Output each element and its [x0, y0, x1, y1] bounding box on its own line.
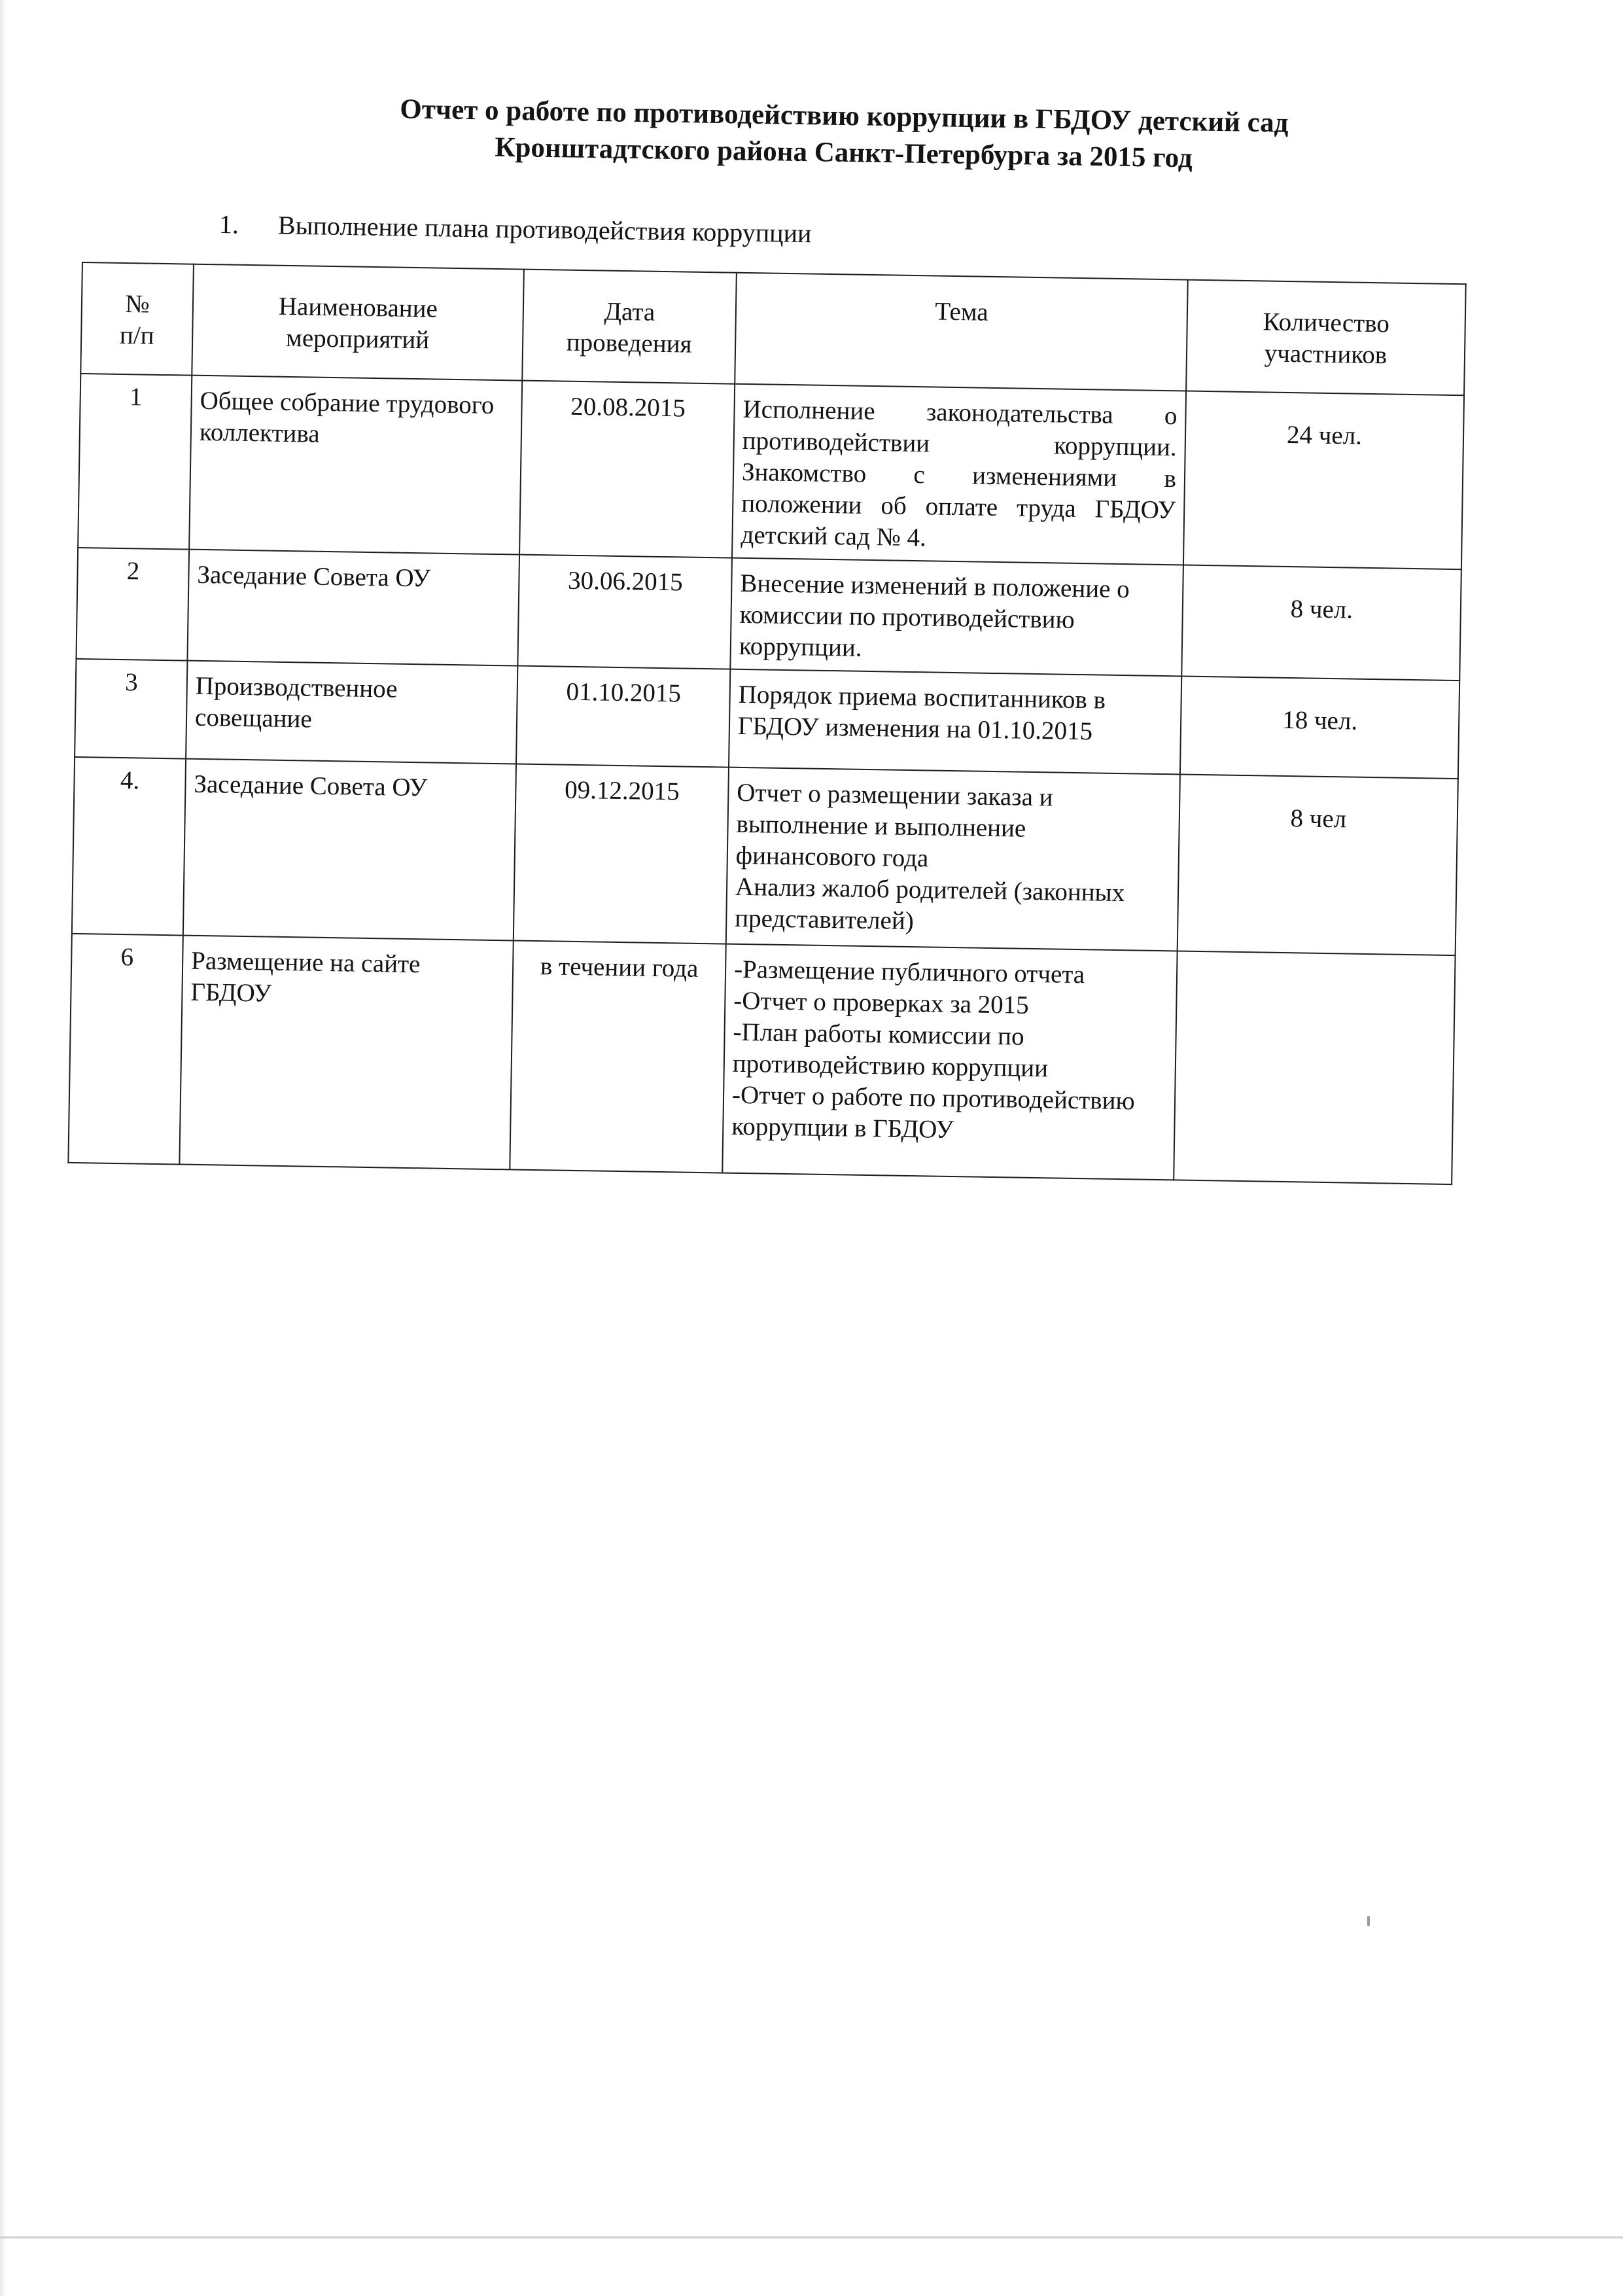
row-3-num: 3 — [75, 659, 187, 759]
title-line-1: Отчет о работе по противодействию коррупции в ГБДОУ детский сад — [400, 94, 1289, 139]
table-row — [76, 548, 1461, 680]
row-1-name: Общее собрание трудового коллектива — [189, 376, 522, 555]
row-1-num: 1 — [78, 374, 192, 550]
row-4-topic-line-2: Анализ жалоб родителей (законных представителей) — [735, 872, 1125, 936]
header-num-line-1: № — [125, 290, 150, 319]
row-4-count: 8 чел — [1178, 774, 1458, 955]
row-5-topic — [722, 944, 1177, 1180]
row-5-topic-line-3: -План работы комиссии по противодействию коррупции — [732, 1017, 1049, 1083]
section-title: Выполнение плана противодействия коррупции — [277, 210, 812, 249]
row-5-topic-line-2: -Отчет о проверках за 2015 — [733, 986, 1030, 1019]
row-2-name: Заседание Совета ОУ — [187, 550, 519, 666]
section-number: 1. — [218, 209, 239, 239]
row-5-num: 6 — [68, 934, 183, 1165]
header-num — [80, 262, 194, 376]
row-3-date: 01.10.2015 — [516, 666, 730, 768]
row-3-name: Производственное совещание — [186, 661, 517, 764]
row-5-date: в течении года — [510, 940, 725, 1173]
row-5-topic-line-1: -Размещение публичного отчета — [733, 955, 1085, 989]
header-date-line-2: проведения — [566, 328, 692, 359]
table-row — [78, 374, 1464, 569]
scan-edge-shadow — [0, 0, 7, 2296]
table-row — [72, 757, 1458, 955]
plan-table — [67, 262, 1466, 1185]
header-name-line-1: Наименование — [278, 292, 438, 323]
header-topic-label: Тема — [934, 297, 988, 327]
row-5-count — [1174, 951, 1455, 1184]
document-title — [287, 90, 1401, 181]
table-row — [68, 934, 1455, 1184]
row-4-date: 09.12.2015 — [514, 764, 729, 944]
header-count — [1186, 280, 1466, 396]
header-count-line-1: Количество — [1263, 308, 1390, 338]
row-2-date: 30.06.2015 — [517, 555, 732, 669]
row-4-num: 4. — [72, 757, 186, 936]
plan-table-wrapper — [67, 262, 1465, 1185]
header-name-line-2: мероприятий — [285, 323, 430, 355]
row-5-topic-line-4: -Отчет о работе по противодействию коррупции в ГБДОУ — [731, 1080, 1136, 1144]
row-2-topic: Внесение изменений в положение о комиссии по противодействию коррупции. — [730, 558, 1183, 677]
row-3-topic: Порядок приема воспитанников в ГБДОУ изменения на 01.10.2015 — [729, 669, 1181, 775]
row-1-date: 20.08.2015 — [519, 381, 735, 558]
header-date — [522, 270, 737, 384]
header-num-line-2: п/п — [119, 321, 154, 350]
section-heading — [219, 208, 812, 250]
header-date-line-1: Дата — [604, 297, 655, 327]
row-2-num: 2 — [76, 548, 189, 661]
row-3-count: 18 чел. — [1180, 676, 1459, 779]
table-header-row — [80, 262, 1465, 395]
row-4-name: Заседание Совета ОУ — [183, 759, 516, 941]
row-4-topic-line-1: Отчет о размещении заказа и выполнение и выполнение финансового года — [735, 778, 1053, 873]
header-count-line-2: участников — [1264, 339, 1387, 370]
row-1-count: 24 чел. — [1183, 391, 1464, 570]
row-4-topic — [726, 768, 1180, 951]
row-5-name: Размещение на сайте ГБДОУ — [179, 936, 513, 1170]
row-1-topic: Исполнение законодательства о противодействии коррупции. Знакомство с изменениями в положении об оплате труда ГБДОУ детский сад № 4. — [732, 384, 1186, 565]
row-2-count: 8 чел. — [1181, 565, 1461, 681]
title-line-2: Кронштадтского района Санкт-Петербурга за 2015 год — [495, 132, 1193, 174]
scan-speck — [1367, 1916, 1370, 1926]
header-name — [192, 264, 524, 381]
scan-bottom-edge — [0, 2236, 1623, 2238]
header-topic — [735, 273, 1188, 391]
